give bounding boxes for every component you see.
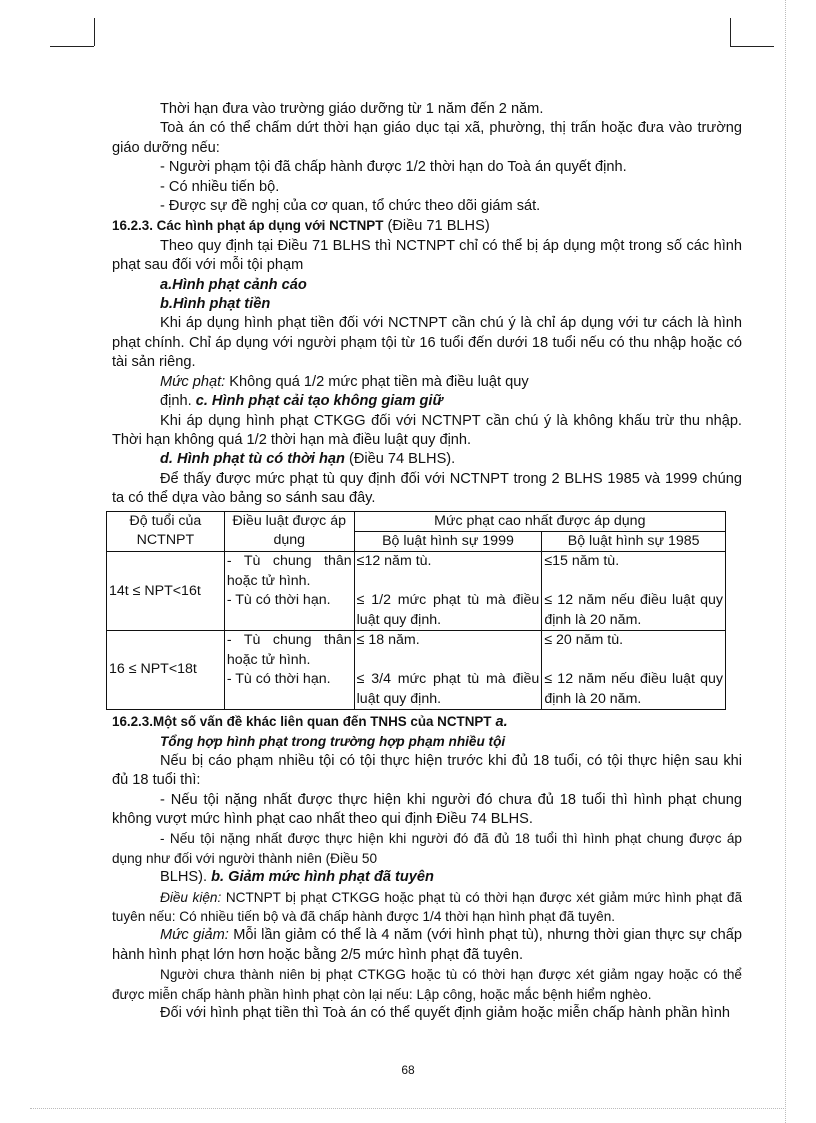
text: Mỗi lần giảm có thể là 4 năm (với hình phạt tù), nhưng thời gian thực sự chấp hành hình phạt lớn hơn hoặc bằng 2/5 mức hình phạt đã tuyên. bbox=[112, 927, 742, 963]
heading-ref: (Điều 71 BLHS) bbox=[383, 218, 490, 235]
paragraph bbox=[112, 926, 742, 965]
section-heading bbox=[112, 712, 742, 732]
text: dụng bbox=[273, 531, 306, 548]
text: BLHS). bbox=[160, 869, 212, 886]
paragraph bbox=[112, 392, 742, 411]
table-header bbox=[224, 511, 354, 552]
text: Không quá 1/2 mức phạt tiền mà điều luật quy bbox=[225, 373, 529, 390]
table-cell bbox=[542, 552, 726, 631]
crop-mark bbox=[730, 18, 731, 46]
subheading: b.Hình phạt tiền bbox=[160, 296, 271, 313]
text: ≤ 3/4 mức phạt tù mà điều luật quy định. bbox=[356, 671, 540, 707]
list-item: - Người phạm tội đã chấp hành được 1/2 thời hạn do Toà án quyết định. bbox=[160, 159, 627, 176]
table-header: Bộ luật hình sự 1999 bbox=[354, 531, 542, 551]
paragraph: Khi áp dụng hình phạt CTKGG đối với NCTNPT cần chú ý là không khấu trừ thu nhập. Thời hạn không quá 1/2 thời hạn mà điều luật quy định. bbox=[112, 412, 742, 448]
table-cell bbox=[224, 552, 354, 631]
subheading: b. Giảm mức hình phạt đã tuyên bbox=[211, 869, 434, 886]
paragraph: Thời hạn đưa vào trường giáo dưỡng từ 1 năm đến 2 năm. bbox=[160, 101, 544, 117]
text: Điều luật được áp bbox=[232, 512, 346, 529]
text: Độ tuổi của bbox=[129, 512, 202, 529]
text: ≤ 12 năm nếu điều luật quy định là 20 năm. bbox=[544, 592, 723, 628]
label: Mức giảm: bbox=[160, 927, 229, 944]
table-cell: 14t ≤ NPT<16t bbox=[107, 552, 225, 631]
paragraph: Người chưa thành niên bị phạt CTKGG hoặc tù có thời hạn được xét giảm ngay hoặc có thể được miễn chấp hành phần hình phạt còn lại nếu: Lập công, hoặc mắc bệnh hiểm nghèo. bbox=[112, 967, 742, 1002]
page-edge bbox=[785, 0, 786, 1123]
text: - Tù có thời hạn. bbox=[226, 670, 331, 687]
text: ≤ 18 năm. bbox=[356, 632, 420, 649]
text: NCTNPT bị phạt CTKGG hoặc phạt tù có thời hạn được xét giảm mức hình phạt đã tuyên nếu: Có nhiều tiến bộ và đã chấp hành được 1/4 thời hạn hình phạt đã tuyên. bbox=[112, 889, 743, 925]
page-number: 68 bbox=[401, 1063, 415, 1077]
text: - Tù chung thân hoặc tử hình. bbox=[226, 553, 352, 589]
table-cell: 16 ≤ NPT<18t bbox=[107, 631, 225, 710]
text: (Điều 74 BLHS). bbox=[344, 451, 456, 468]
paragraph: Để thấy được mức phạt tù quy định đối với NCTNPT trong 2 BLHS 1985 và 1999 chúng ta có thể dựa vào bảng so sánh sau đây. bbox=[112, 470, 742, 507]
text: ≤15 năm tù. bbox=[544, 553, 620, 570]
text: ≤ 1/2 mức phạt tù mà điều luật quy định. bbox=[356, 592, 540, 628]
text: ≤ 12 năm nếu điều luật quy định là 20 năm. bbox=[544, 671, 723, 707]
text: ≤12 năm tù. bbox=[356, 553, 432, 570]
label: Mức phạt: bbox=[160, 373, 226, 390]
crop-mark bbox=[730, 46, 774, 47]
paragraph: Nếu bị cáo phạm nhiều tội có tội thực hiện trước khi đủ 18 tuổi, có tội thực hiện sau khi đủ 18 tuổi thì: bbox=[112, 752, 742, 789]
page-edge bbox=[30, 1108, 786, 1109]
text: ≤ 20 năm tù. bbox=[544, 632, 624, 649]
paragraph: Khi áp dụng hình phạt tiền đối với NCTNPT cần chú ý là chỉ áp dụng với tư cách là hình phạt chính. Chỉ áp dụng với người phạm tội từ 16 tuổi đến dưới 18 tuổi nếu có thu nhập hoặc có tài sản riêng. bbox=[112, 315, 742, 371]
label: Điều kiện: bbox=[160, 889, 222, 905]
crop-mark bbox=[50, 46, 94, 47]
table-cell bbox=[542, 631, 726, 710]
paragraph bbox=[112, 888, 742, 927]
list-item: - Có nhiều tiến bộ. bbox=[160, 178, 280, 195]
text: - Tù chung thân hoặc tử hình. bbox=[226, 632, 352, 668]
heading-text: 16.2.3.Một số vấn đề khác liên quan đến TNHS của NCTNPT bbox=[112, 713, 492, 729]
subheading: a. bbox=[491, 713, 508, 730]
section-heading bbox=[112, 216, 742, 236]
list-item: - Được sự đề nghị của cơ quan, tổ chức theo dõi giám sát. bbox=[160, 198, 541, 215]
crop-mark bbox=[94, 18, 95, 46]
heading-text: 16.2.3. Các hình phạt áp dụng với NCTNPT bbox=[112, 218, 384, 234]
comparison-table bbox=[106, 511, 726, 710]
table-cell bbox=[354, 631, 542, 710]
text: - Tù có thời hạn. bbox=[226, 592, 331, 609]
paragraph bbox=[112, 373, 742, 392]
text: NCTNPT bbox=[136, 531, 195, 548]
subheading: a.Hình phạt cảnh cáo bbox=[160, 276, 307, 293]
subheading: c. Hình phạt cải tạo không giam giữ bbox=[195, 393, 443, 410]
table-header bbox=[107, 511, 225, 552]
paragraph: Theo quy định tại Điều 71 BLHS thì NCTNPT chỉ có thể bị áp dụng một trong số các hình phạt sau đối với mỗi tội phạm bbox=[112, 237, 742, 274]
table-header: Bộ luật hình sự 1985 bbox=[542, 531, 726, 551]
paragraph: - Nếu tội nặng nhất được thực hiện khi người đó đã đủ 18 tuổi thì hình phạt chung được áp dụng như đối với người thành niên (Điều 50 bbox=[112, 831, 742, 866]
paragraph: - Nếu tội nặng nhất được thực hiện khi người đó chưa đủ 18 tuổi thì hình phạt chung không vượt mức hình phạt cao nhất theo qui định Điều 74 BLHS. bbox=[112, 791, 742, 827]
table-cell bbox=[354, 552, 542, 631]
subheading: d. Hình phạt tù có thời hạn bbox=[160, 451, 345, 468]
paragraph: Toà án có thể chấm dứt thời hạn giáo dục tại xã, phường, thị trấn hoặc đưa vào trường giáo dưỡng nếu: bbox=[112, 120, 742, 156]
table-row bbox=[107, 552, 726, 631]
table-row bbox=[107, 631, 726, 710]
subheading: Tổng hợp hình phạt trong trường hợp phạm nhiều tội bbox=[160, 734, 506, 750]
page-body bbox=[109, 100, 743, 1023]
text: định. bbox=[160, 393, 196, 410]
table-cell bbox=[224, 631, 354, 710]
paragraph bbox=[112, 868, 742, 887]
table-header: Mức phạt cao nhất được áp dụng bbox=[354, 511, 725, 531]
paragraph bbox=[112, 450, 742, 469]
paragraph: Đối với hình phạt tiền thì Toà án có thể quyết định giảm hoặc miễn chấp hành phần hình bbox=[160, 1005, 730, 1022]
